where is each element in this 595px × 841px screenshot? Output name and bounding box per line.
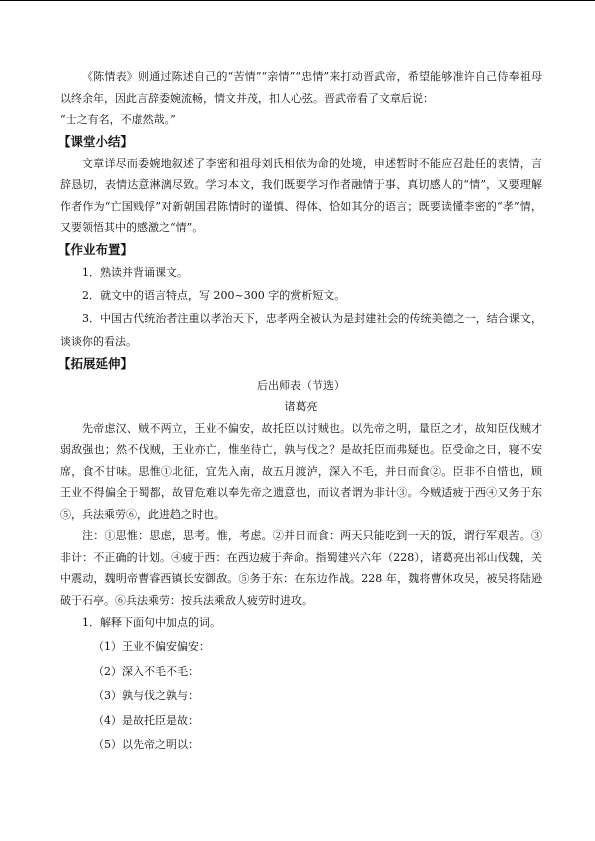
passage-notes: 注：①思惟：思虑，思考。惟，考虑。②并日而食：两天只能吃到一天的饭，谓行军艰苦。③非计：不正确的计划。④疲于西：在西边疲于奔命。指蜀建兴六年（228），诸葛亮出祁山伐魏，关中震动，魏明帝曹睿西镇长安御敌。⑤务于东：在东边作战。228 年，魏将曹休攻吴，被吴将陆逊破于石亭。⑥兵法乘劳：按兵法乘敌人疲劳时进攻。 — [60, 529, 542, 607]
homework-item: 1．熟读并背诵课文。 — [82, 265, 188, 279]
passage-title: 后出师表（节选） — [257, 378, 345, 392]
passage-text: 先帝虑汉、贼不两立，王业不偏安，故托臣以讨贼也。以先帝之明，量臣之才，故知臣伐贼才弱敌强也；然不伐贼，王业亦亡，惟坐待亡，孰与伐之？是故托臣而弗疑也。臣受命之日，寝不安席，食不甘味。思惟①北征，宜先入南，故五月渡泸，深入不毛，并日而食②。臣非不自惜也，顾王业不得偏全于蜀都，故冒危难以奉先帝之遗意也，而议者谓为非计③。今贼适疲于西④又务于东⑤，兵法乘劳⑥，此进趋之时也。 — [60, 421, 542, 521]
homework-item: 2．就文中的语言特点，写 200~300 字的赏析短文。 — [82, 288, 346, 302]
summary-heading: 【课堂小结】 — [58, 133, 134, 149]
extension-heading: 【拓展延伸】 — [58, 355, 134, 371]
question-subitem: （4）是故托臣是故： — [93, 713, 199, 727]
homework-item: 3．中国古代统治者注重以孝治天下，忠孝两全被认为是封建社会的传统美德之一，结合课文，谈谈你的看法。 — [60, 311, 542, 348]
question-subitem: （5）以先帝之明以： — [93, 738, 199, 751]
document-page — [60, 66, 542, 758]
passage-author: 诸葛亮 — [284, 400, 318, 413]
intro-paragraph: 《陈情表》则通过陈述自己的“苦情”“亲情”“忠情”来打动晋武帝，希望能够准许自己侍奉祖母以终余年，因此言辞委婉流畅，情文并茂，扣人心弦。晋武帝看了文章后说： — [60, 70, 542, 105]
homework-heading: 【作业布置】 — [58, 241, 134, 257]
question-1: 1．解释下面句中加点的词。 — [82, 616, 221, 629]
summary-paragraph: 文章详尽而委婉地叙述了李密和祖母刘氏相依为命的处境，申述暂时不能应召赴任的衷情，言辞恳切，表情达意淋漓尽致。学习本文，我们既要学习作者融情于事、真切感人的“情”，又要理解作者作为“亡国贱俘”对新朝国君陈情时的谨慎、得体、恰如其分的语言；既要读懂李密的“孝”情，又要领悟其中的感激之“情”。 — [60, 156, 542, 234]
question-subitem: （2）深入不毛不毛： — [93, 664, 199, 678]
intro-quote: “士之有名，不虚然哉。” — [60, 113, 176, 126]
header-rule — [0, 0, 595, 1]
question-subitem: （3）孰与伐之孰与： — [93, 689, 199, 702]
question-subitem: （1）王业不偏安偏安： — [93, 640, 210, 653]
